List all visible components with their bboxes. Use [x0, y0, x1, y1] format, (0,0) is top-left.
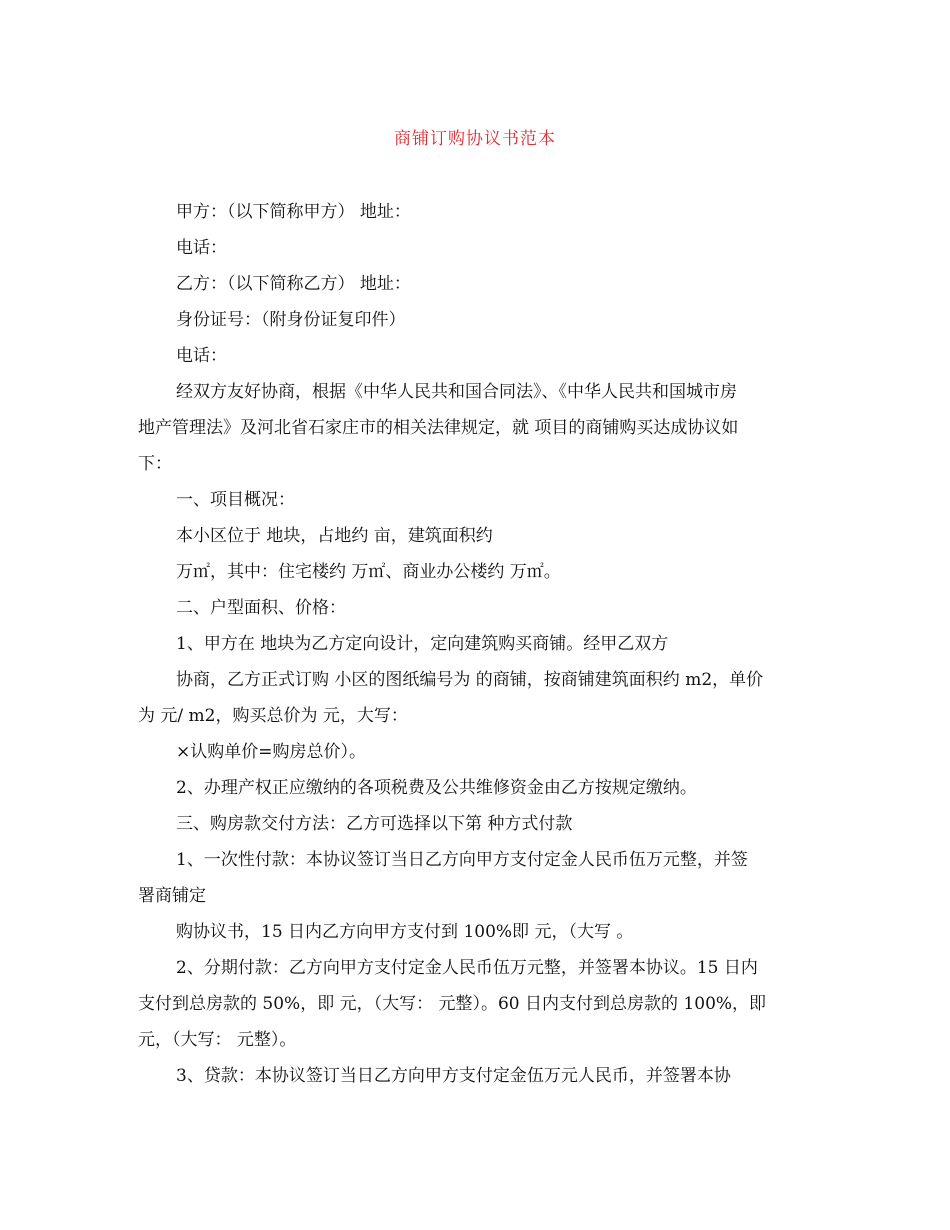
paragraph: ×认购单价=购房总价）。	[176, 742, 366, 762]
document-title: 商铺订购协议书范本	[394, 129, 556, 149]
paragraph-line: 元，（大写： 元整）。	[138, 1030, 297, 1050]
paragraph: 万㎡，其中：住宅楼约 万㎡、商业办公楼约 万㎡。	[176, 562, 561, 582]
paragraph: 2、办理产权正应缴纳的各项税费及公共维修资金由乙方按规定缴纳。	[176, 778, 697, 798]
paragraph-line: 1、一次性付款：本协议签订当日乙方向甲方支付定金人民币伍万元整，并签	[176, 850, 748, 870]
paragraph-line: 2、分期付款：乙方向甲方支付定金人民币伍万元整，并签署本协议。15 日内	[176, 958, 758, 978]
paragraph: 购协议书，15 日内乙方向甲方支付到 100%即 元，（大写 。	[176, 922, 634, 942]
paragraph: 三、购房款交付方法：乙方可选择以下第 种方式付款	[176, 814, 573, 834]
paragraph: 本小区位于 地块，占地约 亩，建筑面积约	[176, 526, 493, 546]
paragraph-line: 署商铺定	[138, 886, 206, 906]
paragraph: 3、贷款：本协议签订当日乙方向甲方支付定金伍万元人民币，并签署本协	[176, 1066, 731, 1086]
paragraph: 乙方：（以下简称乙方） 地址：	[176, 274, 411, 294]
document-body	[138, 194, 810, 1094]
paragraph-line: 支付到总房款的 50%，即 元，（大写： 元整）。60 日内支付到总房款的 100%，即	[138, 994, 767, 1014]
paragraph: 身份证号：（附身份证复印件）	[176, 310, 406, 330]
paragraph	[138, 374, 810, 482]
paragraph: 电话：	[176, 238, 227, 258]
paragraph-line: 为 元/ m2，购买总价为 元，大写：	[138, 706, 408, 726]
paragraph	[138, 662, 810, 734]
paragraph-line: 协商，乙方正式订购 小区的图纸编号为 的商铺，按商铺建筑面积约 m2，单价	[176, 670, 764, 690]
paragraph	[138, 842, 810, 914]
paragraph	[138, 950, 810, 1058]
paragraph-line: 经双方友好协商，根据《中华人民共和国合同法》、《中华人民共和国城市房	[176, 382, 737, 402]
paragraph: 二、户型面积、价格：	[176, 598, 346, 618]
paragraph: 电话：	[176, 346, 227, 366]
paragraph-line: 下：	[138, 454, 172, 474]
paragraph: 甲方：（以下简称甲方） 地址：	[176, 202, 411, 222]
paragraph: 1、甲方在 地块为乙方定向设计，定向建筑购买商铺。经甲乙双方	[176, 634, 669, 654]
paragraph-line: 地产管理法》及河北省石家庄市的相关法律规定，就 项目的商铺购买达成协议如	[138, 418, 739, 438]
paragraph: 一、项目概况：	[176, 490, 295, 510]
